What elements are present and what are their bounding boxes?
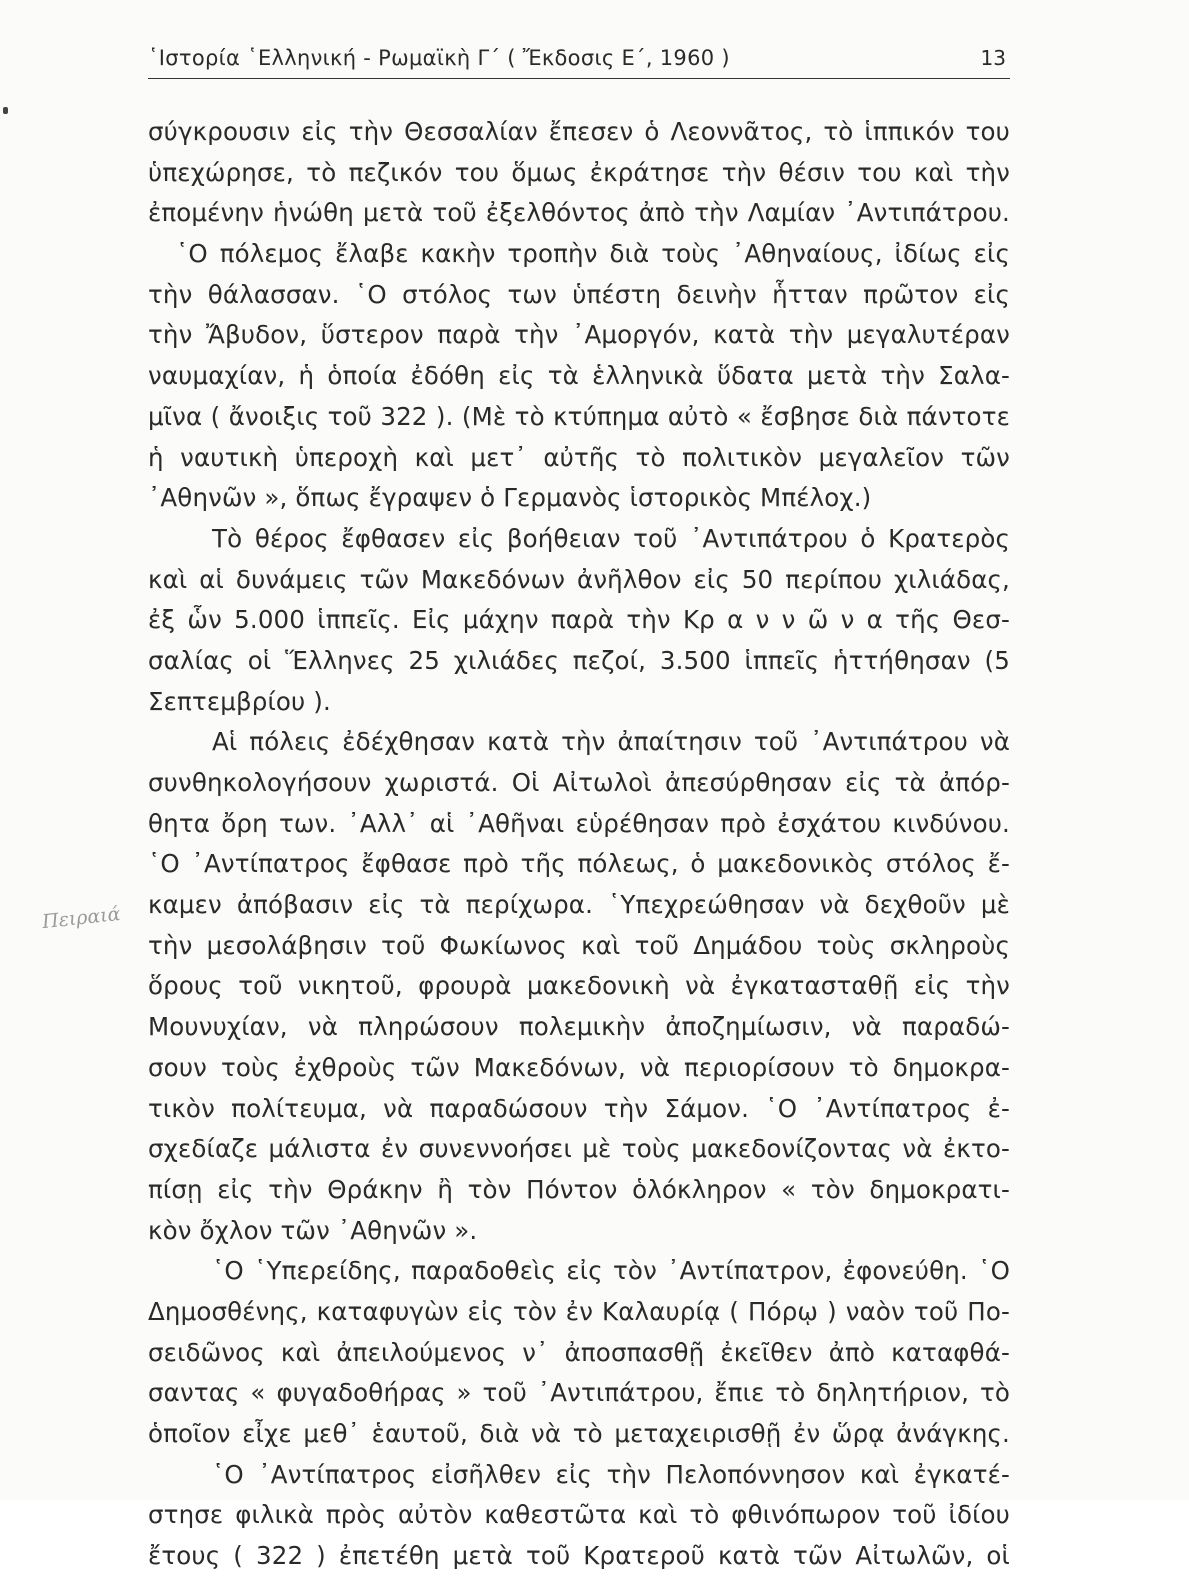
text-line: Τὸ θέρος ἔφθασεν εἰς βοήθειαν τοῦ ᾿Αντιπάτρου ὁ Κρατερὸς (212, 523, 1010, 553)
text-line: ναυμαχίαν, ἡ ὁποία ἐδόθη εἰς τὰ ἑλληνικὰ ὕδατα μετὰ τὴν Σαλα- (148, 361, 1010, 391)
text-line: ῾Ο ῾Υπερείδης, παραδοθεὶς εἰς τὸν ᾿Αντίπατρον, ἐφονεύθη. ῾Ο (212, 1256, 1010, 1286)
text-line: τὴν θάλασσαν. ῾Ο στόλος των ὑπέστη δεινὴν ἧτταν πρῶτον εἰς (148, 279, 1010, 309)
edge-mark (3, 107, 8, 114)
text-line: κὸν ὄχλον τῶν ᾿Αθηνῶν ». (148, 1215, 478, 1245)
text-line: ῾Ο ᾿Αντίπατρος εἰσῆλθεν εἰς τὴν Πελοπόννησον καὶ ἐγκατέ- (212, 1459, 1010, 1489)
text-line: Μουνυχίαν, νὰ πληρώσουν πολεμικὴν ἀποζημίωσιν, νὰ παραδώ- (148, 1012, 1010, 1042)
text-line: σύγκρουσιν εἰς τὴν Θεσσαλίαν ἔπεσεν ὁ Λεοννᾶτος, τὸ ἱππικόν του (148, 117, 1010, 146)
text-line: Αἱ πόλεις ἐδέχθησαν κατὰ τὴν ἀπαίτησιν τοῦ ᾿Αντιπάτρου νὰ (212, 727, 1010, 757)
text-line: Σεπτεμβρίου ). (148, 686, 331, 716)
text-line: καὶ αἱ δυνάμεις τῶν Μακεδόνων ἀνῆλθον εἰς 50 περίπου χιλιάδας, (148, 564, 1010, 594)
body-text (148, 112, 1010, 1577)
text-line: σουν τοὺς ἐχθροὺς τῶν Μακεδόνων, νὰ περιορίσουν τὸ δημοκρα- (148, 1052, 1010, 1082)
header-title: ῾Ιστορία ῾Ελληνική - Ρωμαϊκὴ Γ΄ ( Ἔκδοσις Ε΄, 1960 ) (148, 46, 730, 70)
text-line: ὁποῖον εἶχε μεθ᾿ ἑαυτοῦ, διὰ νὰ τὸ μεταχειρισθῇ ἐν ὥρᾳ ἀνάγκης. (148, 1419, 1010, 1448)
text-line: Δημοσθένης, καταφυγὼν εἰς τὸν ἐν Καλαυρίᾳ ( Πόρῳ ) ναὸν τοῦ Πο- (148, 1296, 1010, 1326)
text-line: σχεδίαζε μάλιστα ἐν συνεννοήσει μὲ τοὺς μακεδονίζοντας νὰ ἐκτο- (148, 1134, 1010, 1164)
text-line: πίσῃ εἰς τὴν Θράκην ἢ τὸν Πόντον ὁλόκληρον « τὸν δημοκρατι- (148, 1174, 1010, 1204)
text-line: τὴν Ἄβυδον, ὕστερον παρὰ τὴν ᾿Αμοργόν, κατὰ τὴν μεγαλυτέραν (148, 320, 1010, 350)
text-line: ὑπεχώρησε, τὸ πεζικόν του ὅμως ἐκράτησε τὴν θέσιν του καὶ τὴν (148, 157, 1010, 187)
text-line: σαντας « φυγαδοθήρας » τοῦ ᾿Αντιπάτρου, ἔπιε τὸ δηλητήριον, τὸ (148, 1378, 1010, 1408)
text-line: ἐξ ὧν 5.000 ἱππεῖς. Εἰς μάχην παρὰ τὴν Κρ α ν ν ῶ ν α τῆς Θεσ- (148, 605, 1010, 635)
page-number: 13 (980, 46, 1006, 70)
text-line: σειδῶνος καὶ ἀπειλούμενος ν᾿ ἀποσπασθῇ ἐκεῖθεν ἀπὸ καταφθά- (148, 1337, 1010, 1367)
text-line: ῾Ο πόλεμος ἔλαβε κακὴν τροπὴν διὰ τοὺς ᾿Αθηναίους, ἰδίως εἰς (176, 239, 1010, 269)
text-line: στησε φιλικὰ πρὸς αὐτὸν καθεστῶτα καὶ τὸ φθινόπωρον τοῦ ἰδίου (148, 1500, 1010, 1530)
text-line: τὴν μεσολάβησιν τοῦ Φωκίωνος καὶ τοῦ Δημάδου τοὺς σκληροὺς (148, 930, 1010, 960)
text-line: συνθηκολογήσουν χωριστά. Οἱ Αἰτωλοὶ ἀπεσύρθησαν εἰς τὰ ἀπόρ- (148, 768, 1010, 797)
running-header (148, 44, 1010, 79)
text-line: μῖνα ( ἄνοιξις τοῦ 322 ). (Μὲ τὸ κτύπημα αὐτὸ « ἔσβησε διὰ πάντοτε (148, 401, 1010, 431)
text-line: σαλίας οἱ Ἕλληνες 25 χιλιάδες πεζοί, 3.500 ἱππεῖς ἡττήθησαν (5 (148, 645, 1010, 675)
text-line: ᾿Αθηνῶν », ὅπως ἔγραψεν ὁ Γερμανὸς ἱστορικὸς Μπέλοχ.) (148, 483, 872, 513)
handwritten-margin-note: Πειραιά (41, 902, 122, 934)
text-line: ἡ ναυτικὴ ὑπεροχὴ καὶ μετ᾿ αὐτῆς τὸ πολιτικὸν μεγαλεῖον τῶν (148, 442, 1010, 472)
text-line: θητα ὄρη των. ᾿Αλλ᾿ αἱ ᾿Αθῆναι εὑρέθησαν πρὸ ἐσχάτου κινδύνου. (148, 808, 1010, 838)
text-line: ὅρους τοῦ νικητοῦ, φρουρὰ μακεδονικὴ νὰ ἐγκατασταθῇ εἰς τὴν (148, 971, 1010, 1001)
text-line: ἔτους ( 322 ) ἐπετέθη μετὰ τοῦ Κρατεροῦ κατὰ τῶν Αἰτωλῶν, οἱ (148, 1541, 1010, 1571)
text-line: τικὸν πολίτευμα, νὰ παραδώσουν τὴν Σάμον. ῾Ο ᾿Αντίπατρος ἐ- (148, 1093, 1010, 1123)
text-line: ἐπομένην ἡνώθη μετὰ τοῦ ἐξελθόντος ἀπὸ τὴν Λαμίαν ᾿Αντιπάτρου. (148, 198, 1010, 228)
text-line: ῾Ο ᾿Αντίπατρος ἔφθασε πρὸ τῆς πόλεως, ὁ μακεδονικὸς στόλος ἔ- (148, 849, 1010, 879)
text-line: καμεν ἀπόβασιν εἰς τὰ περίχωρα. ῾Υπεχρεώθησαν νὰ δεχθοῦν μὲ (148, 890, 1010, 920)
